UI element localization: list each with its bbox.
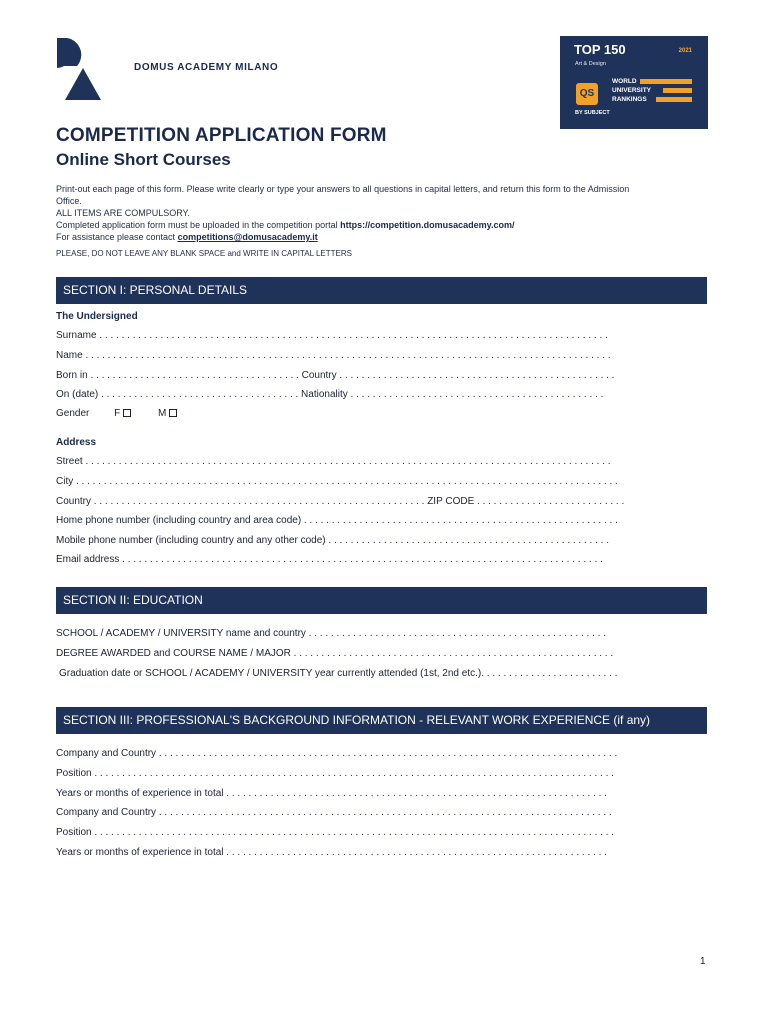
intro-line: ALL ITEMS ARE COMPULSORY.: [56, 208, 190, 218]
section-professional-background-header: SECTION III: PROFESSIONAL'S BACKGROUND INFORMATION - RELEVANT WORK EXPERIENCE (if any): [56, 707, 707, 734]
city-field[interactable]: City . . . . . . . . . . . . . . . . . . . . . . . . . . . . . . . . . . . . . . . . . . . . . . . . . . . . . . . . . . . . . . . . . . . . . . . . . . . . . . . . . . . . . . . . . . . . . . . . . .: [56, 476, 618, 487]
qs-logo-icon: QS: [576, 83, 598, 105]
portal-url-link[interactable]: https://competition.domusacademy.com/: [340, 220, 515, 230]
address-heading: Address: [56, 437, 97, 448]
badge-ranking-line: UNIVERSITY: [612, 87, 652, 94]
mobile-phone-field[interactable]: Mobile phone number (including country and any other code) . . . . . . . . . . . . . . . . . . . . . . . . . . . . . . . . . . . . . . . . . . . . . . . . . . .: [56, 535, 609, 546]
gender-f-label: F: [114, 408, 121, 419]
graduation-field[interactable]: Graduation date or SCHOOL / ACADEMY / UNIVERSITY year currently attended (1st, 2nd etc.). . . . . . . . . . . . . . . . . . . . . . . . .: [59, 668, 618, 679]
position-field-1[interactable]: Position . . . . . . . . . . . . . . . . . . . . . . . . . . . . . . . . . . . . . . . . . . . . . . . . . . . . . . . . . . . . . . . . . . . . . . . . . . . . . . . . . . . . . . . . . . . . . .: [56, 768, 614, 779]
form-title: COMPETITION APPLICATION FORM: [56, 125, 387, 146]
company-country-field-2[interactable]: Company and Country . . . . . . . . . . . . . . . . . . . . . . . . . . . . . . . . . . . . . . . . . . . . . . . . . . . . . . . . . . . . . . . . . . . . . . . . . . . . . . . . . .: [56, 807, 612, 818]
experience-years-field-2[interactable]: Years or months of experience in total . . . . . . . . . . . . . . . . . . . . . . . . . . . . . . . . . . . . . . . . . . . . . . . . . . . . . . . . . . . . . . . . . . . . .: [56, 847, 607, 858]
company-country-field-1[interactable]: Company and Country . . . . . . . . . . . . . . . . . . . . . . . . . . . . . . . . . . . . . . . . . . . . . . . . . . . . . . . . . . . . . . . . . . . . . . . . . . . . . . . . . . .: [56, 748, 618, 759]
badge-ranking-line: RANKINGS: [612, 96, 647, 103]
badge-bar: [656, 97, 692, 102]
name-field[interactable]: Name . . . . . . . . . . . . . . . . . . . . . . . . . . . . . . . . . . . . . . . . . . . . . . . . . . . . . . . . . . . . . . . . . . . . . . . . . . . . . . . . . . . . . . . . . . . . . . .: [56, 350, 611, 361]
intro-contact-line: [56, 231, 712, 243]
section-education-header: SECTION II: EDUCATION: [56, 587, 707, 614]
street-field[interactable]: Street . . . . . . . . . . . . . . . . . . . . . . . . . . . . . . . . . . . . . . . . . . . . . . . . . . . . . . . . . . . . . . . . . . . . . . . . . . . . . . . . . . . . . . . . . . . . . . .: [56, 456, 611, 467]
home-phone-field[interactable]: Home phone number (including country and area code) . . . . . . . . . . . . . . . . . . . . . . . . . . . . . . . . . . . . . . . . . . . . . . . . . . . . . . . . .: [56, 515, 618, 526]
contact-email-link[interactable]: competitions@domusacademy.it: [177, 232, 318, 242]
surname-field[interactable]: Surname . . . . . . . . . . . . . . . . . . . . . . . . . . . . . . . . . . . . . . . . . . . . . . . . . . . . . . . . . . . . . . . . . . . . . . . . . . . . . . . . . . . . . . . . . . . .: [56, 330, 608, 341]
gender-m-label: M: [158, 408, 167, 419]
badge-title: TOP 150: [574, 42, 626, 57]
birthplace-country-field[interactable]: Born in . . . . . . . . . . . . . . . . . . . . . . . . . . . . . . . . . . . . . . Country . . . . . . . . . . . . . . . . . . . . . . . . . . . . . . . . . . . . . . . . . . . . . . . . . .: [56, 370, 615, 381]
badge-bar: [663, 88, 692, 93]
intro-contact-prefix: For assistance please contact: [56, 232, 178, 242]
intro-portal-line: [56, 219, 712, 231]
date-nationality-field[interactable]: On (date) . . . . . . . . . . . . . . . . . . . . . . . . . . . . . . . . . . . . Nationality . . . . . . . . . . . . . . . . . . . . . . . . . . . . . . . . . . . . . . . . . . . . . .: [56, 389, 604, 400]
brand-name: DOMUS ACADEMY MILANO: [134, 62, 279, 73]
experience-years-field-1[interactable]: Years or months of experience in total . . . . . . . . . . . . . . . . . . . . . . . . . . . . . . . . . . . . . . . . . . . . . . . . . . . . . . . . . . . . . . . . . . . . .: [56, 788, 607, 799]
gender-label: Gender: [56, 408, 90, 419]
email-field[interactable]: Email address . . . . . . . . . . . . . . . . . . . . . . . . . . . . . . . . . . . . . . . . . . . . . . . . . . . . . . . . . . . . . . . . . . . . . . . . . . . . . . . . . . . . . . .: [56, 554, 603, 565]
school-field[interactable]: SCHOOL / ACADEMY / UNIVERSITY name and country . . . . . . . . . . . . . . . . . . . . . . . . . . . . . . . . . . . . . . . . . . . . . . . . . . . . . .: [56, 628, 606, 639]
country-zip-field[interactable]: Country . . . . . . . . . . . . . . . . . . . . . . . . . . . . . . . . . . . . . . . . . . . . . . . . . . . . . . . . . . . . ZIP CODE . . . . . . . . . . . . . . . . . . . . . . . . . . .: [56, 496, 625, 507]
badge-year: 2021: [678, 48, 692, 54]
intro-line: Office.: [56, 196, 82, 206]
section-personal-details-header: SECTION I: PERSONAL DETAILS: [56, 277, 707, 304]
degree-field[interactable]: DEGREE AWARDED and COURSE NAME / MAJOR . . . . . . . . . . . . . . . . . . . . . . . . . . . . . . . . . . . . . . . . . . . . . . . . . . . . . . . . . .: [56, 648, 614, 659]
intro-line: Print-out each page of this form. Please write clearly or type your answers to all questions in capital letters, and return this form to the Admission: [56, 184, 630, 194]
form-subtitle: Online Short Courses: [56, 150, 231, 169]
domus-academy-logo: [55, 38, 101, 100]
intro-portal-prefix: Completed application form must be uploaded in the competition portal: [56, 220, 341, 230]
badge-ranking-line: WORLD: [612, 78, 637, 85]
undersigned-heading: The Undersigned: [56, 311, 138, 322]
position-field-2[interactable]: Position . . . . . . . . . . . . . . . . . . . . . . . . . . . . . . . . . . . . . . . . . . . . . . . . . . . . . . . . . . . . . . . . . . . . . . . . . . . . . . . . . . . . . . . . . . . . . .: [56, 827, 614, 838]
gender-f-checkbox[interactable]: [123, 409, 131, 417]
page-number: 1: [700, 956, 706, 967]
gender-row: [56, 408, 177, 419]
capital-letters-notice: PLEASE, DO NOT LEAVE ANY BLANK SPACE and WRITE IN CAPITAL LETTERS: [56, 249, 352, 258]
badge-by-subject: BY SUBJECT: [575, 110, 610, 116]
badge-bar: [640, 79, 692, 84]
badge-subject: Art & Design: [575, 61, 606, 67]
qs-ranking-badge: [560, 36, 708, 129]
gender-m-checkbox[interactable]: [169, 409, 177, 417]
